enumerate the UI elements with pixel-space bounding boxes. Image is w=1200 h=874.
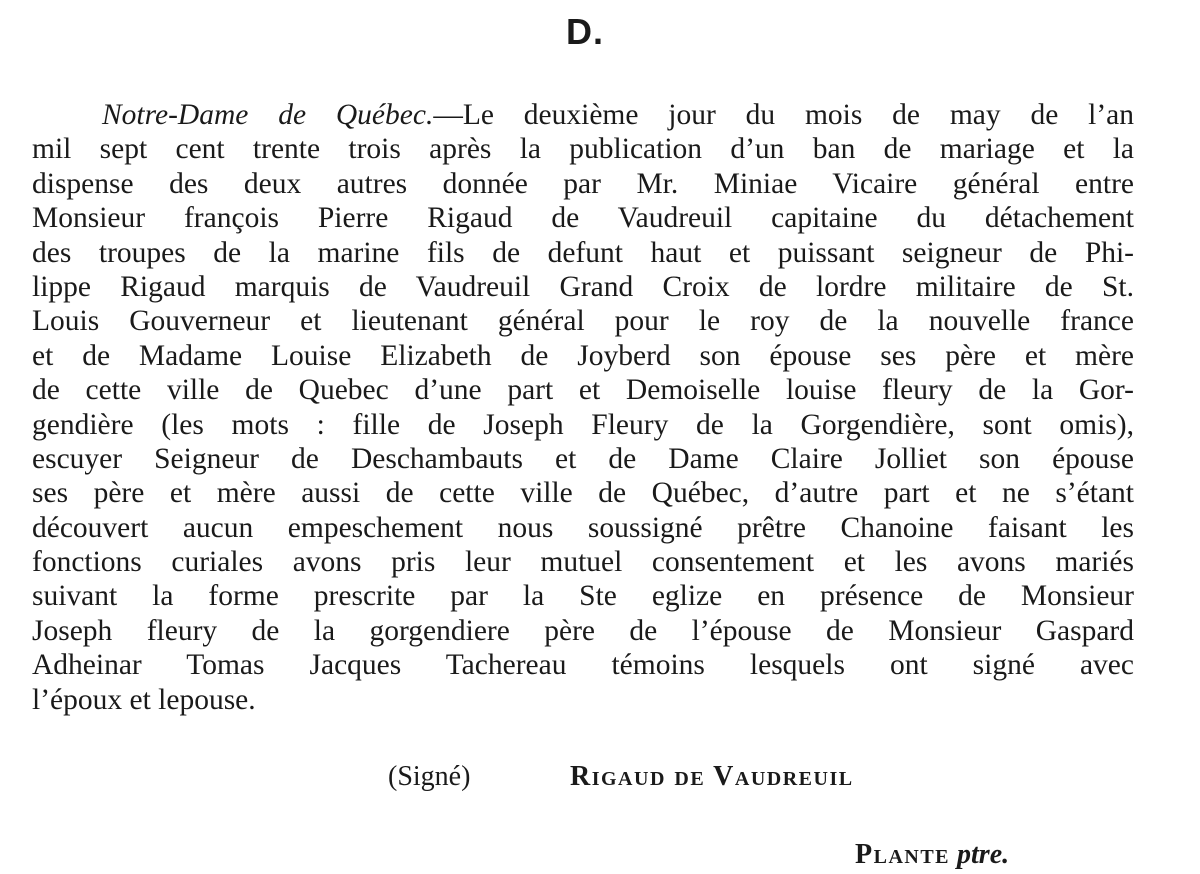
record-line: lippe Rigaud marquis de Vaudreuil Grand Croix de lordre militaire de St. [32,270,1134,303]
signer-name: Rigaud de Vaudreuil [570,761,854,792]
signature-block [388,760,1088,794]
record-line: fonctions curiales avons pris leur mutuel consentement et les avons mariés [32,546,1134,579]
record-line: Joseph fleury de la gorgendiere père de l’épouse de Monsieur Gaspard [32,614,1134,647]
cosigner-block [855,838,1009,872]
cosigner-name: Plante [855,839,951,870]
record-last-line: l’époux et lepouse. [32,683,256,716]
marriage-record [32,98,1134,717]
record-line: dispense des deux autres donnée par Mr. Miniae Vicaire général entre [32,167,1134,200]
first-line-text: Le deuxième jour du mois de may de l’an [462,99,1134,131]
record-line: suivant la forme prescrite par la Ste eglize en présence de Monsieur [32,580,1134,613]
record-line: ses père et mère aussi de cette ville de Québec, d’autre part et ne s’étant [32,477,1134,510]
em-dash: — [433,99,463,131]
place-name: Notre-Dame de Québec. [102,99,434,131]
record-line: Louis Gouverneur et lieutenant général pour le roy de la nouvelle france [32,305,1134,338]
section-heading: D. [566,11,604,52]
record-line: découvert aucun empeschement nous soussigné prêtre Chanoine faisant les [32,511,1134,544]
cosigner-title: ptre. [957,839,1010,870]
record-line: mil sept cent trente trois après la publication d’un ban de mariage et la [32,133,1134,166]
record-line: des troupes de la marine fils de defunt haut et puissant seigneur de Phi- [32,236,1134,269]
record-line: de cette ville de Quebec d’une part et Demoiselle louise fleury de la Gor- [32,374,1134,407]
signed-label: (Signé) [388,761,471,792]
record-line: escuyer Seigneur de Deschambauts et de Dame Claire Jolliet son épouse [32,442,1134,475]
record-line: gendière (les mots : fille de Joseph Fleury de la Gorgendière, sont omis), [32,408,1134,441]
record-line: Monsieur françois Pierre Rigaud de Vaudreuil capitaine du détachement [32,202,1134,235]
record-line: et de Madame Louise Elizabeth de Joyberd son épouse ses père et mère [32,339,1134,372]
record-line-1 [32,98,1134,132]
record-line: Adheinar Tomas Jacques Tachereau témoins lesquels ont signé avec [32,649,1134,682]
